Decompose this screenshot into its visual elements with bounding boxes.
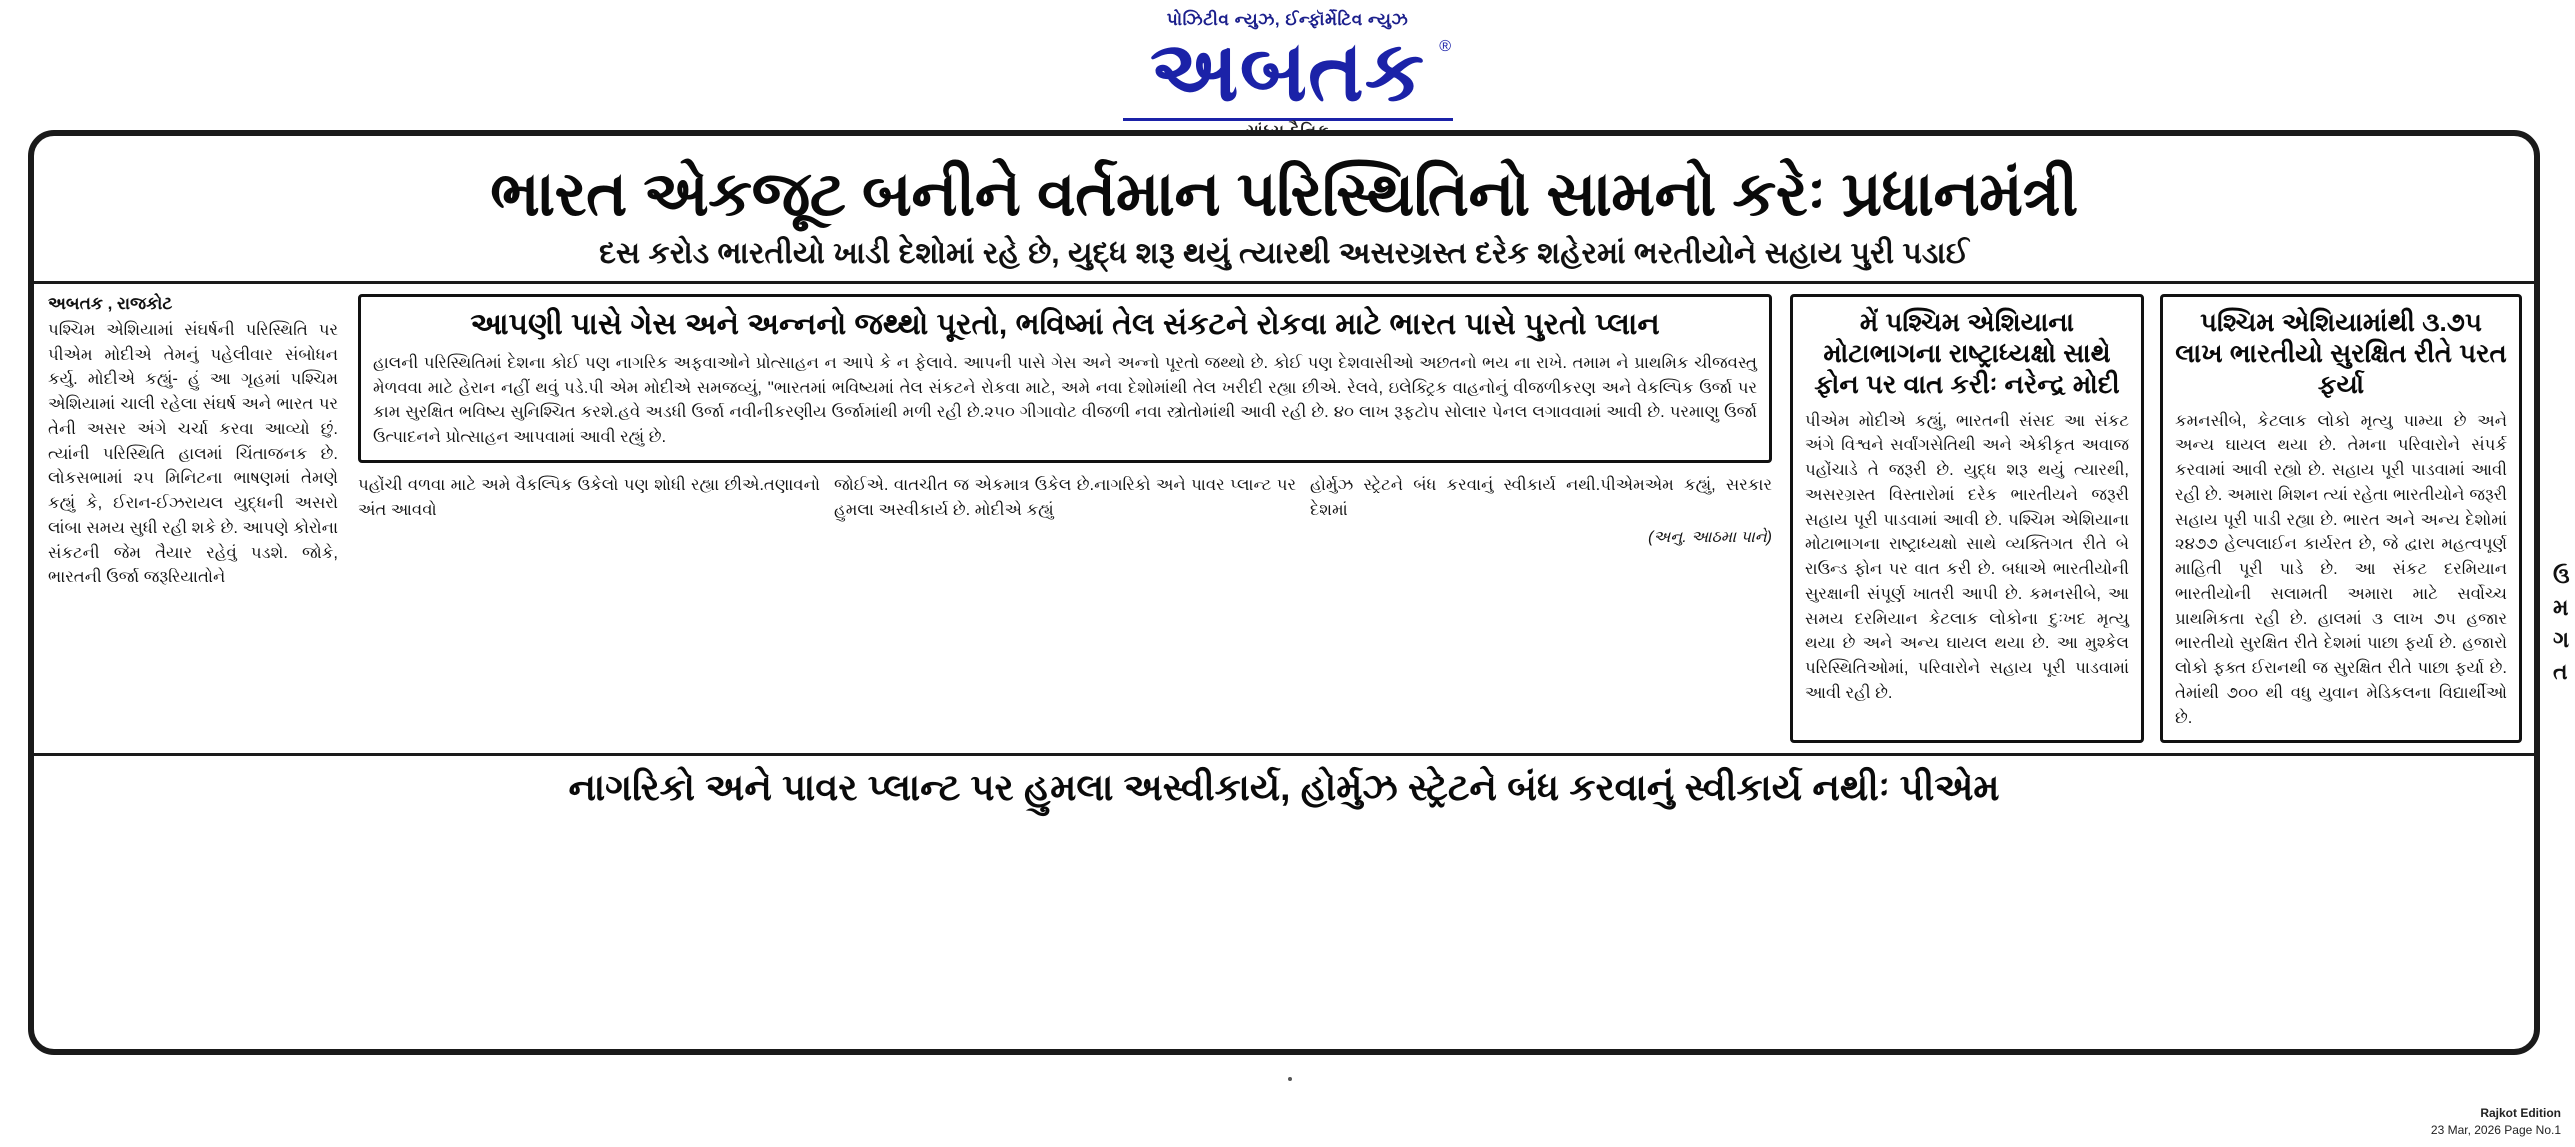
article-columns [34,284,2534,743]
left-column [48,294,348,743]
sub-headline: દસ કરોડ ભારતીયો ખાડી દેશોમાં રહે છે, યુદ્ધ શરૂ થયું ત્યારથી અસરગ્રસ્ત દરેક શહેરમાં ભરતીયોને સહાય પુરી પડાઈ [599,237,1969,271]
center-box-text: હાલની પરિસ્થિતિમાં દેશના કોઈ પણ નાગરિક અફવાઓને પ્રોત્સાહન ન આપે કે ન ફેલાવે. આપની પાસે ગેસ અને અન્નો પૂરતો જથ્થો છે. કોઈ પણ દેશવાસીઓ અછતનો ભય ના રાખે. તમામ ને પ્રાથમિક ચીજવસ્તુ મેળવવા માટે હેરાન નહીં થવું પડે.પી એમ મોદીએ સમજવ્યું, ''ભારતમાં ભવિષ્યમાં તેલ સંકટને રોકવા માટે, અમે નવા દેશોમાંથી તેલ ખરીદી રહ્યા છીએ. રેલવે, ઇલેક્ટ્રિક વાહનોનું વીજળીકરણ અને વેકલ્પિક ઉર્જા પર કામ સુરક્ષિત ભવિષ્ય સુનિશ્ચિત કરશે.હવે અડધી ઉર્જા નવીનીકરણીય ઉર્જામાંથી મળી રહી છે.૨૫૦ ગીગાવોટ વીજળી નવા સ્ત્રોતોમાંથી આવી રહી છે. ૪૦ લાખ રૂફટોપ સોલાર પેનલ લગાવવામાં આવી છે. પરમાણુ ઉર્જા ઉત્પાદનને પ્રોત્સાહન આપવામાં આવી રહ્યું છે. [373,353,1757,447]
center-box [358,294,1772,463]
edge-column-clipped: ઉ મ ગ ત [2553,563,2570,684]
page-title: ભારત એકજૂટ બનીને વર્તમાન પરિસ્થિતિનો સામનો કરેઃ પ્રધાનમંત્રી [490,160,2078,229]
right-column-2 [2152,294,2522,743]
page-center-dot [1288,1077,1292,1081]
right-box-1-title: મેં પશ્ચિમ એશિયાના મોટાભાગના રાષ્ટ્રાધ્યક્ષો સાથે ફોન પર વાત કરીઃ નરેન્દ્ર મોદી [1814,306,2120,400]
registered-trademark-icon: ® [1439,38,1452,55]
footer [2431,1105,2561,1139]
right-box-2-title: પશ્ચિમ એશિયામાંથી ૩.૭૫ લાખ ભારતીયો સુરક્ષિત રીતે પરત ફર્યા [2175,306,2507,400]
masthead [0,0,2575,141]
continued-note: (અનુ. આઠમા પાને) [1648,529,1772,547]
masthead-logo: અબતક [1149,24,1426,118]
footer-date-page: 23 Mar, 2026 Page No.1 [2430,1123,2561,1138]
main-article-frame [28,130,2540,1055]
right-box-2 [2160,294,2522,743]
masthead-divider [1123,118,1453,121]
center-sub-col-1: પહોંચી વળવા માટે અમે વૈકલ્પિક ઉકેલો પણ શોધી રહ્યા છીએ.તણાવનો અંત આવવો [358,475,820,519]
masthead-logo-wrap [1149,24,1452,118]
center-column [348,294,1782,743]
right-column-1 [1782,294,2152,743]
dateline: અબતક , રાજકોટ [48,293,173,313]
footer-edition: Rajkot Edition [2480,1106,2561,1121]
masthead-tagline: પોઝિટીવ ન્યુઝ, ઈન્ફૉર્મેટિવ ન્યુઝ [1166,10,1409,29]
right-box-1-text: પીએમ મોદીએ કહ્યું, ભારતની સંસદ આ સંકટ અંગે વિશ્વને સર્વાંગસેતિથી અને એકીકૃત અવાજ પહોંચાડે તે જરૂરી છે. યુદ્ધ શરૂ થયું ત્યારથી, અસરગ્રસ્ત વિસ્તારોમાં દરેક ભારતીયને જરૂરી સહાય પૂરી પાડવામાં આવી છે. પશ્ચિમ એશિયાના મોટાભાગના રાષ્ટ્રાધ્યક્ષો સાથે વ્યક્તિગત રીતે બે રાઉન્ડ ફોન પર વાત કરી છે. બધાએ ભારતીયોની સુરક્ષાની સંપૂર્ણ ખાતરી આપી છે. કમનસીબે, આ સમય દરમિયાન કેટલાક લોકોના દુઃખદ મૃત્યુ થયા છે અને અન્ય ઘાયલ થયા છે. આ મુશ્કેલ પરિસ્થિતિઓમાં, પરિવારોને સહાય પૂરી પાડવામાં આવી રહી છે. [1805,411,2129,702]
center-sub-col-3 [1310,473,1772,551]
center-sub-columns [358,473,1772,551]
center-sub-col-2: જોઈએ. વાતચીત જ એકમાત્ર ઉકેલ છે.નાગરિકો અને પાવર પ્લાન્ટ પર હુમલા અસ્વીકાર્ય છે. મોદીએ કહ્યું [834,475,1296,519]
center-box-title: આપણી પાસે ગેસ અને અન્નનો જથ્થો પૂરતો, ભવિષ્માં તેલ સંકટને રોકવા માટે ભારત પાસે પુરતો પ્લાન [470,307,1660,341]
banner-divider [34,753,2534,756]
bottom-banner: નાગરિકો અને પાવર પ્લાન્ટ પર હુમલા અસ્વીકાર્ય, હોર્મુઝ સ્ટ્રેટને બંધ કરવાનું સ્વીકાર્ય નથીઃ પીએમ [568,767,2000,809]
left-column-text: પશ્ચિમ એશિયામાં સંઘર્ષની પરિસ્થિતિ પર પીએમ મોદીએ તેમનું પહેલીવાર સંબોધન કર્યુ. મોદીએ કહ્યું- હું આ ગૃહમાં પશ્ચિમ એશિયામાં ચાલી રહેલા સંઘર્ષ અને ભારત પર તેની અસર અંગે ચર્ચા કરવા આવ્યો છું. ત્યાંની પરિસ્થિતિ હાલમાં ચિંતાજનક છે. લોકસભામાં ૨૫ મિનિટના ભાષણમાં તેમણે કહ્યું કે, ઈરાન-ઈઝરાયલ યુદ્ધની અસરો લાંબા સમય સુધી રહી શકે છે. આપણે કોરોના સંકટની જેમ તૈયાર રહેવું પડશે. જોકે, ભારતની ઉર્જા જરૂરિયાતોને [48,320,338,587]
right-box-1 [1790,294,2144,743]
center-sub-col-3-text: હોર્મુઝ સ્ટ્રેટને બંધ કરવાનું સ્વીકાર્ય નથી.પીએમએમ કહ્યું, સરકાર દેશમાં [1310,475,1772,519]
right-box-2-text: કમનસીબે, કેટલાક લોકો મૃત્યુ પામ્યા છે અને અન્ય ઘાયલ થયા છે. તેમના પરિવારોને સંપર્ક કરવામાં આવી રહ્યો છે. સહાય પૂરી પાડવામાં આવી રહી છે. અમારા મિશન ત્યાં રહેતા ભારતીયોને જરૂરી સહાય પૂરી પાડી રહ્યા છે. ભારત અને અન્ય દેશોમાં ૨૪૭૭ હેલ્પલાઈન કાર્યરત છે, જે દ્વારા મહત્વપૂર્ણ માહિતી પૂરી પાડે છે. આ સંકટ દરમિયાન ભારતીયોની સલામતી અમારા માટે સર્વોચ્ચ પ્રાથમિકતા રહી છે. હાલમાં ૩ લાખ ૭૫ હજાર ભારતીયો સુરક્ષિત રીતે દેશમાં પાછા ફર્યા છે. હજારો લોકો ફક્ત ઈરાનથી જ સુરક્ષિત રીતે પાછા ફર્યા છે. તેમાંથી ૭૦૦ થી વધુ યુવાન મેડિકલના વિદ્યાર્થીઓ છે. [2175,411,2507,727]
